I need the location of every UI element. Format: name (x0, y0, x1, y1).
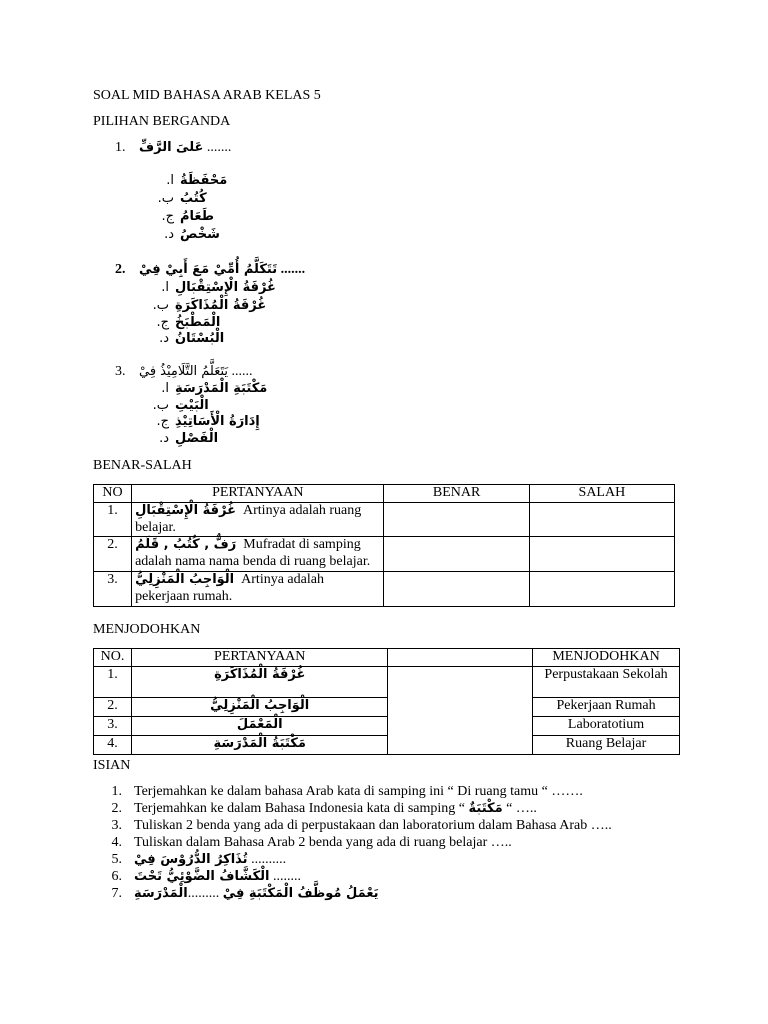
row-question (131, 716, 388, 735)
matching-area[interactable] (388, 666, 533, 754)
item-text-end: “ ….. (502, 801, 537, 816)
option-label: ج. (161, 209, 174, 224)
salah-cell[interactable] (529, 502, 674, 537)
item-number: 1. (111, 784, 122, 799)
option-label: ب. (152, 398, 169, 413)
option-text: الْبَيْتِ (175, 398, 209, 413)
match-option: Pekerjaan Rumah (533, 697, 680, 716)
isian-item-7 (108, 886, 612, 903)
option-text: غُرْفَةُ الْإِسْتِقْبَالِ (175, 280, 276, 295)
question-number: 2. (115, 262, 126, 277)
question-arabic: الْوَاجِبُ الْمَنْزِلِيُّ (210, 697, 310, 713)
menjodohkan-table (93, 648, 680, 755)
match-option: Laboratotium (533, 716, 680, 735)
row-number: 4. (94, 735, 132, 754)
pg-2-option-d (155, 331, 224, 347)
option-label: ا. (161, 381, 169, 396)
row-number: 3. (94, 716, 132, 735)
question-text: Mufradat di samping (243, 537, 361, 553)
item-number: 6. (111, 869, 122, 884)
isian-item-3 (108, 818, 612, 835)
item-number: 2. (111, 801, 122, 816)
benar-cell[interactable] (384, 571, 529, 606)
table-row (94, 537, 675, 572)
section-heading-pilihan-berganda: PILIHAN BERGANDA (93, 114, 231, 129)
row-question (132, 502, 384, 537)
pg-2-option-b (152, 298, 267, 314)
item-text: Tuliskan 2 benda yang ada di perpustakaan dan laboratorium dalam Bahasa Arab ….. (134, 818, 612, 833)
question-blank: ....... (206, 140, 232, 155)
row-number: 2. (94, 697, 132, 716)
item-text: Terjemahkan ke dalam bahasa Arab kata di samping ini “ Di ruang tamu “ ……. (134, 784, 583, 799)
question-arabic: يَتَعَلَّمُ التَّلَامِيْذُ فِيْ (139, 364, 229, 379)
option-text: الْفَصْلِ (175, 431, 219, 446)
table-row (94, 666, 680, 697)
item-text-end: ........ (269, 869, 302, 884)
item-arabic-end: الْمَدْرَسَةِ (134, 886, 188, 901)
item-arabic: تُذَاكِرُ الدُّرُوْسَ فِيْ (134, 852, 248, 867)
option-text: غُرْفَةُ الْمُذَاكَرَةِ (175, 298, 267, 313)
pg-3-option-a (155, 381, 267, 397)
item-number: 4. (111, 835, 122, 850)
item-arabic: الْكَشَّافُ الضَّوْئِيُّ تَحْتَ (134, 869, 270, 884)
row-number: 1. (94, 502, 132, 537)
isian-list (108, 784, 612, 903)
isian-item-5 (108, 852, 612, 869)
section-heading-benar-salah: BENAR-SALAH (93, 458, 192, 473)
isian-item-1 (108, 784, 612, 801)
row-question (131, 666, 388, 697)
column-header-pertanyaan: PERTANYAAN (131, 649, 388, 667)
row-number: 1. (94, 666, 132, 697)
option-text: الْبُسْتَانُ (175, 331, 225, 346)
item-text: Tuliskan dalam Bahasa Arab 2 benda yang ada di ruang belajar ….. (134, 835, 512, 850)
question-arabic: الْوَاجِبُ الْمَنْزِلِيُّ (135, 571, 235, 587)
option-label: ج. (156, 414, 169, 429)
pg-1-option-c (160, 209, 214, 225)
question-blank: ....... (280, 262, 306, 277)
question-text-continued: belajar. (135, 519, 176, 535)
isian-item-6 (108, 869, 612, 886)
pg-3-option-c (155, 414, 260, 430)
question-text-continued: pekerjaan rumah. (135, 588, 233, 604)
pg-question-1 (115, 140, 231, 157)
question-blank: ...... (231, 364, 253, 379)
option-label: ب. (152, 298, 169, 313)
salah-cell[interactable] (529, 571, 674, 606)
option-text: طَعَامُ (180, 209, 214, 224)
table-row (94, 697, 680, 716)
question-text: Artinya adalah ruang (243, 502, 362, 518)
isian-item-4 (108, 835, 612, 852)
pg-1-option-b (157, 191, 207, 207)
question-number: 1. (115, 140, 126, 155)
option-text: إِدَارَةُ الْأَسَاتِيْذِ (175, 414, 260, 429)
table-row (94, 716, 680, 735)
item-text: Terjemahkan ke dalam Bahasa Indonesia kata di samping “ (134, 801, 469, 816)
item-number: 7. (111, 886, 122, 901)
page-title: SOAL MID BAHASA ARAB KELAS 5 (93, 88, 321, 103)
column-header-salah: SALAH (529, 485, 674, 503)
question-arabic: غُرْفَةُ الْمُذَاكَرَةِ (214, 666, 306, 682)
option-text: شَخْصُ (180, 227, 220, 242)
question-arabic: مَكْتَبَةُ الْمَدْرَسَةِ (213, 735, 306, 751)
question-arabic: غُرْفَةُ الْإِسْتِقْبَالِ (135, 502, 237, 518)
option-label: ب. (157, 191, 174, 206)
benar-cell[interactable] (384, 502, 529, 537)
question-arabic: رَفٌّ , كُتُبُ , قَلَمُ (135, 537, 237, 553)
question-arabic: عَلىَ الرَّفِّ (139, 140, 204, 155)
table-row (94, 735, 680, 754)
option-label: ج. (156, 315, 169, 330)
option-label: ا. (161, 280, 169, 295)
table-row (94, 502, 675, 537)
section-heading-isian: ISIAN (93, 758, 131, 773)
item-arabic: يَعْمَلُ مُوظَّفُ الْمَكْتَبَةِ فِيْ (222, 886, 379, 901)
column-header-no: NO (94, 485, 132, 503)
question-number: 3. (115, 364, 126, 379)
pg-3-option-d (155, 431, 218, 447)
option-text: كُتُبُ (180, 191, 207, 206)
row-question (131, 697, 388, 716)
pg-2-option-c (155, 315, 220, 331)
row-question (131, 735, 388, 754)
pg-1-option-d (160, 227, 220, 243)
table-header-row (94, 485, 675, 503)
pg-3-option-b (152, 398, 209, 414)
row-number: 3. (94, 571, 132, 606)
section-heading-menjodohkan: MENJODOHKAN (93, 622, 201, 637)
benar-cell[interactable] (384, 537, 529, 572)
question-text-continued: adalah nama nama benda di ruang belajar. (135, 554, 371, 570)
column-header-blank (388, 649, 533, 667)
option-label: ا. (166, 173, 174, 188)
question-text: Artinya adalah (241, 571, 324, 587)
item-number: 5. (111, 852, 122, 867)
row-question (132, 537, 384, 572)
question-arabic: الْمَعْمَلَ (236, 716, 283, 732)
column-header-no: NO. (94, 649, 132, 667)
pg-question-2 (115, 262, 305, 279)
match-option: Ruang Belajar (533, 735, 680, 754)
table-row (94, 571, 675, 606)
column-header-menjodohkan: MENJODOHKAN (533, 649, 680, 667)
option-label: د. (159, 331, 169, 346)
item-text-end: .......... (247, 852, 287, 867)
option-label: د. (159, 431, 169, 446)
table-header-row (94, 649, 680, 667)
pg-1-option-a (160, 173, 227, 189)
column-header-pertanyaan: PERTANYAAN (132, 485, 384, 503)
option-text: مَحْفَظَةُ (180, 173, 228, 188)
option-text: الْمَطْبَخُ (175, 315, 221, 330)
option-text: مَكْتَبَةِ الْمَدْرَسَةِ (175, 381, 268, 396)
pg-2-option-a (155, 280, 276, 296)
salah-cell[interactable] (529, 537, 674, 572)
pg-question-3 (115, 364, 253, 381)
item-number: 3. (111, 818, 122, 833)
match-option: Perpustakaan Sekolah (533, 666, 680, 697)
item-blank: ......... (187, 886, 220, 901)
benar-salah-table (93, 484, 675, 607)
question-arabic: تَتَكَلَّمُ أُمِّيْ مَعَ أَبِيْ فِيْ (139, 262, 278, 277)
option-label: د. (164, 227, 174, 242)
item-arabic: مَكْتَبَةٌ (468, 801, 503, 816)
column-header-benar: BENAR (384, 485, 529, 503)
row-question (132, 571, 384, 606)
row-number: 2. (94, 537, 132, 572)
isian-item-2 (108, 801, 612, 818)
